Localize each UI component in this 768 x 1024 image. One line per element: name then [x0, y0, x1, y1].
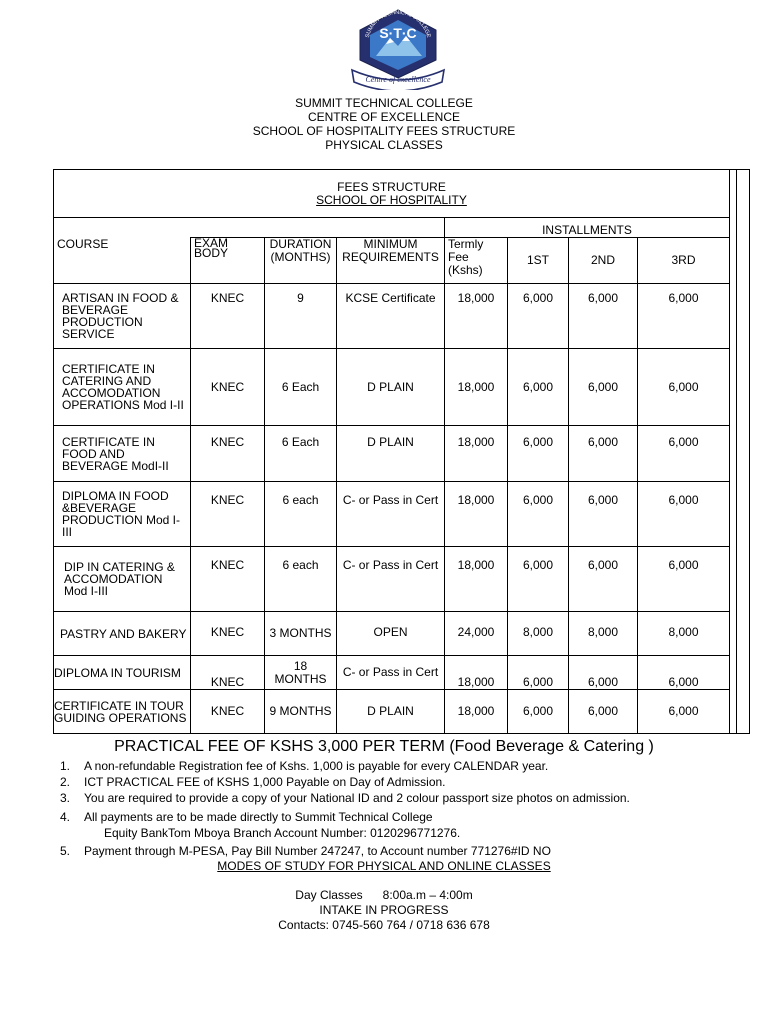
course-name: DIP IN CATERING & ACCOMODATION Mod I-III — [54, 547, 191, 612]
duration: 9 MONTHS — [265, 690, 337, 734]
requirements: C- or Pass in Cert — [337, 656, 445, 690]
table-row — [54, 690, 750, 734]
table-row — [54, 426, 750, 482]
installment-1: 6,000 — [508, 482, 569, 547]
termly-fee: 18,000 — [445, 690, 508, 734]
duration: 6 each — [265, 547, 337, 612]
col-header-1st: 1ST — [508, 238, 569, 284]
table-row — [54, 656, 750, 690]
installment-3: 8,000 — [638, 612, 730, 656]
note-number: 2. — [60, 775, 71, 789]
duration: 6 Each — [265, 349, 337, 426]
installment-3: 6,000 — [638, 349, 730, 426]
class-hours: Day Classes 8:00a.m – 4:00m — [295, 888, 473, 902]
table-row — [54, 547, 750, 612]
exam-body: KNEC — [191, 426, 265, 482]
col-header-3rd: 3RD — [638, 238, 730, 284]
installment-1: 6,000 — [508, 349, 569, 426]
class-mode: PHYSICAL CLASSES — [325, 138, 443, 152]
table-title-cell — [54, 170, 730, 218]
logo-initials: S·T·C — [379, 25, 417, 41]
note-number: 4. — [60, 810, 71, 824]
note-text: A non-refundable Registration fee of Kshs. 1,000 is payable for every CALENDAR year. — [84, 759, 549, 773]
installment-2: 6,000 — [569, 482, 638, 547]
intake-status: INTAKE IN PROGRESS — [319, 903, 449, 917]
exam-body: KNEC — [191, 349, 265, 426]
exam-body: KNEC — [191, 612, 265, 656]
table-row — [54, 284, 750, 349]
termly-fee: 18,000 — [445, 482, 508, 547]
exam-body: KNEC — [191, 284, 265, 349]
practical-fee-heading: PRACTICAL FEE OF KSHS 3,000 PER TERM (Food Beverage & Catering ) — [114, 738, 654, 755]
installment-2: 6,000 — [569, 284, 638, 349]
col-header-2nd: 2ND — [569, 238, 638, 284]
contacts: Contacts: 0745-560 764 / 0718 636 678 — [278, 918, 490, 932]
mpesa-note — [60, 844, 551, 858]
duration: 6 Each — [265, 426, 337, 482]
installment-2: 8,000 — [569, 612, 638, 656]
col-header-course: COURSE — [54, 238, 191, 284]
termly-fee: 18,000 — [445, 284, 508, 349]
exam-body: KNEC — [191, 547, 265, 612]
installment-2: 6,000 — [569, 547, 638, 612]
study-modes-heading: MODES OF STUDY FOR PHYSICAL AND ONLINE CLASSES — [217, 859, 551, 873]
list-item — [60, 758, 630, 774]
note-text: All payments are to be made directly to Summit Technical College — [84, 810, 433, 824]
col-header-termly-fee: Termly Fee (Kshs) — [445, 238, 508, 284]
course-name: ARTISAN IN FOOD & BEVERAGE PRODUCTION SERVICE — [54, 284, 191, 349]
col-header-exam-body: EXAM BODY — [191, 238, 265, 284]
requirements: KCSE Certificate — [337, 284, 445, 349]
installment-1: 6,000 — [508, 690, 569, 734]
requirements: D PLAIN — [337, 349, 445, 426]
document-header — [0, 96, 768, 152]
exam-body: KNEC — [191, 656, 265, 690]
table-row — [54, 349, 750, 426]
course-name: CERTIFICATE IN TOUR GUIDING OPERATIONS — [54, 690, 191, 734]
fees-table — [53, 169, 750, 734]
payment-notes — [60, 758, 630, 825]
installment-1: 6,000 — [508, 284, 569, 349]
table-subtitle: SCHOOL OF HOSPITALITY — [316, 192, 467, 207]
course-name: CERTIFICATE IN FOOD AND BEVERAGE ModI-II — [54, 426, 191, 482]
list-item — [60, 809, 630, 825]
blank-cell — [54, 218, 445, 238]
requirements: C- or Pass in Cert — [337, 547, 445, 612]
requirements: D PLAIN — [337, 426, 445, 482]
installment-2: 6,000 — [569, 349, 638, 426]
duration: 18 MONTHS — [265, 656, 337, 690]
note-number: 5. — [60, 844, 71, 858]
col-header-duration: DURATION (MONTHS) — [265, 238, 337, 284]
termly-fee: 24,000 — [445, 612, 508, 656]
document-footer — [0, 859, 768, 933]
table-title: FEES STRUCTURE — [337, 179, 446, 194]
list-item — [60, 790, 630, 806]
exam-body: KNEC — [191, 690, 265, 734]
installment-1: 8,000 — [508, 612, 569, 656]
installment-2: 6,000 — [569, 656, 638, 690]
duration: 6 each — [265, 482, 337, 547]
installment-2: 6,000 — [569, 690, 638, 734]
termly-fee: 18,000 — [445, 426, 508, 482]
duration: 3 MONTHS — [265, 612, 337, 656]
course-name: DIPLOMA IN TOURISM — [54, 656, 191, 690]
termly-fee: 18,000 — [445, 547, 508, 612]
installment-3: 6,000 — [638, 482, 730, 547]
note-text: You are required to provide a copy of your National ID and 2 colour passport size photos on admission. — [84, 791, 630, 805]
termly-fee: 18,000 — [445, 349, 508, 426]
list-item — [60, 774, 630, 790]
college-name: SUMMIT TECHNICAL COLLEGE — [295, 96, 473, 110]
requirements: C- or Pass in Cert — [337, 482, 445, 547]
termly-fee: 18,000 — [445, 656, 508, 690]
requirements: OPEN — [337, 612, 445, 656]
installment-3: 6,000 — [638, 284, 730, 349]
requirements: D PLAIN — [337, 690, 445, 734]
note-text: ICT PRACTICAL FEE of KSHS 1,000 Payable on Day of Admission. — [84, 775, 446, 789]
col-header-requirements: MINIMUM REQUIREMENTS — [337, 238, 445, 284]
installment-3: 6,000 — [638, 656, 730, 690]
installment-1: 6,000 — [508, 547, 569, 612]
installment-3: 6,000 — [638, 426, 730, 482]
note-number: 3. — [60, 791, 71, 805]
table-row — [54, 482, 750, 547]
installment-1: 6,000 — [508, 426, 569, 482]
installment-2: 6,000 — [569, 426, 638, 482]
course-name: CERTIFICATE IN CATERING AND ACCOMODATION OPERATIONS Mod I-II — [54, 349, 191, 426]
installment-1: 6,000 — [508, 656, 569, 690]
installment-3: 6,000 — [638, 547, 730, 612]
college-motto: CENTRE OF EXCELLENCE — [307, 110, 461, 124]
fees-structure-title: SCHOOL OF HOSPITALITY FEES STRUCTURE — [252, 124, 516, 138]
bank-details: Equity BankTom Mboya Branch Account Number: 0120296771276. — [104, 826, 461, 840]
logo-arc-text: SUMMIT TECHNICAL COLLEGE — [364, 9, 432, 39]
side-border — [730, 170, 737, 734]
duration: 9 — [265, 284, 337, 349]
installments-label: INSTALLMENTS — [445, 218, 730, 238]
exam-body: KNEC — [191, 482, 265, 547]
college-logo — [346, 8, 450, 90]
side-border — [737, 170, 750, 734]
course-name: DIPLOMA IN FOOD &BEVERAGE PRODUCTION Mod I-III — [54, 482, 191, 547]
note-text: Payment through M-PESA, Pay Bill Number 247247, to Account number 771276#ID NO — [84, 844, 551, 858]
course-name: PASTRY AND BAKERY — [54, 612, 191, 656]
note-number: 1. — [60, 759, 71, 773]
installment-3: 6,000 — [638, 690, 730, 734]
logo-motto: Centre of excellence — [365, 75, 431, 84]
table-row — [54, 612, 750, 656]
